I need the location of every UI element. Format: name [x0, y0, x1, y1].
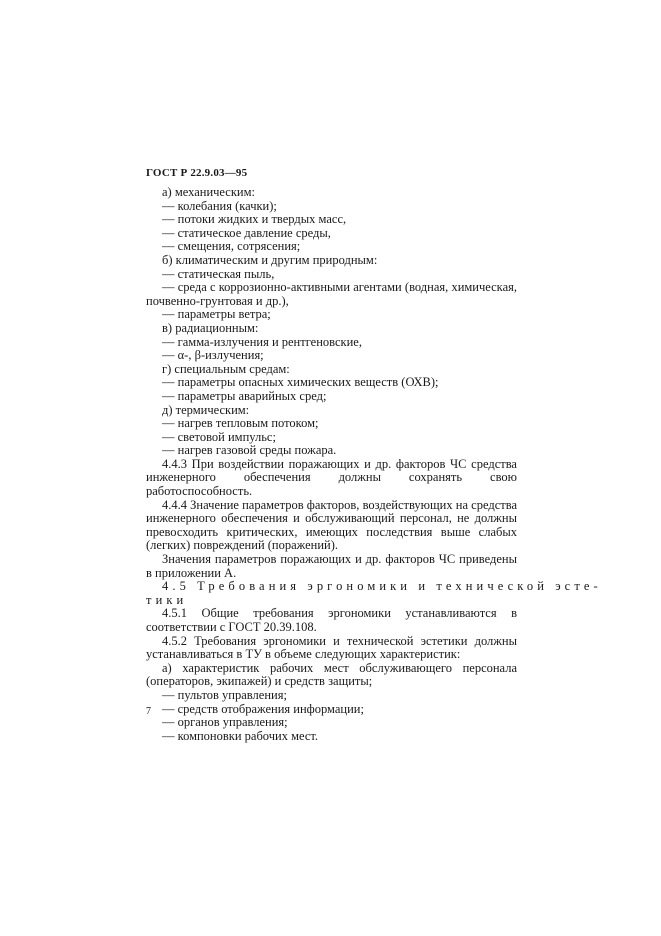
paragraph-4-5-1: 4.5.1 Общие требования эргономики устанавливаются в соответствии с ГОСТ 20.39.108.	[146, 606, 517, 634]
paragraph-a: а) характеристик рабочих мест обслуживающего персонала (операторов, экипажей) и средств защиты;	[146, 660, 517, 689]
list-item: — параметры ветра;	[162, 307, 271, 322]
list-item: — органов управления;	[162, 715, 288, 730]
list-item: — смещения, сотрясения;	[162, 239, 301, 254]
list-item: — параметры аварийных сред;	[162, 388, 327, 403]
list-item: — статическая пыль,	[162, 266, 275, 281]
paragraph-4-4-3: 4.4.3 При воздействии поражающих и др. факторов ЧС средства инженерного обеспечения должны сохранять свою работоспособность.	[146, 456, 517, 499]
list-item: в) радиационным:	[162, 320, 259, 335]
list-item: — гамма-излучения и рентгеновские,	[162, 334, 362, 349]
paragraph-env: — среда с коррозионно-активными агентами (водная, химическая, почвенно-грунтовая и др.),	[146, 280, 517, 308]
list-item: — компоновки рабочих мест.	[162, 728, 319, 743]
page-number: 7	[146, 706, 151, 717]
list-item: г) специальным средам:	[162, 361, 290, 376]
list-item: — колебания (качки);	[162, 198, 277, 213]
section-heading-4-5-continued: тики	[146, 592, 188, 607]
document-code-header: ГОСТ Р 22.9.03—95	[146, 167, 248, 179]
list-item: — пультов управления;	[162, 687, 287, 702]
paragraph-values: Значения параметров поражающих и др. факторов ЧС приведены в приложении А.	[146, 552, 517, 580]
list-item: — α-, β-излучения;	[162, 348, 264, 363]
list-item: — световой импульс;	[162, 429, 276, 444]
section-heading-4-5: 4.5 Требования эргономики и технической эсте-	[162, 579, 602, 594]
paragraph-4-4-4: 4.4.4 Значение параметров факторов, воздействующих на средства инженерного обеспечения и обслуживающий персонал, не должны превосходить критических, имеющих последствия выше слабых (легких) повреждений (поражений).	[146, 497, 517, 553]
list-item: д) термическим:	[162, 402, 250, 417]
list-item: — статическое давление среды,	[162, 225, 331, 240]
list-item: — нагрев тепловым потоком;	[162, 416, 319, 431]
list-item: — средств отображения информации;	[162, 701, 364, 716]
list-item: — нагрев газовой среды пожара.	[162, 443, 337, 458]
paragraph-4-5-2: 4.5.2 Требования эргономики и технической эстетики должны устанавливаться в ТУ в объеме следующих характеристик:	[146, 633, 517, 662]
list-item: — потоки жидких и твердых масс,	[162, 212, 347, 227]
list-item: — параметры опасных химических веществ (ОХВ);	[162, 375, 439, 390]
list-item: б) климатическим и другим природным:	[162, 252, 378, 267]
document-body	[146, 185, 602, 743]
list-item: а) механическим:	[162, 185, 255, 199]
